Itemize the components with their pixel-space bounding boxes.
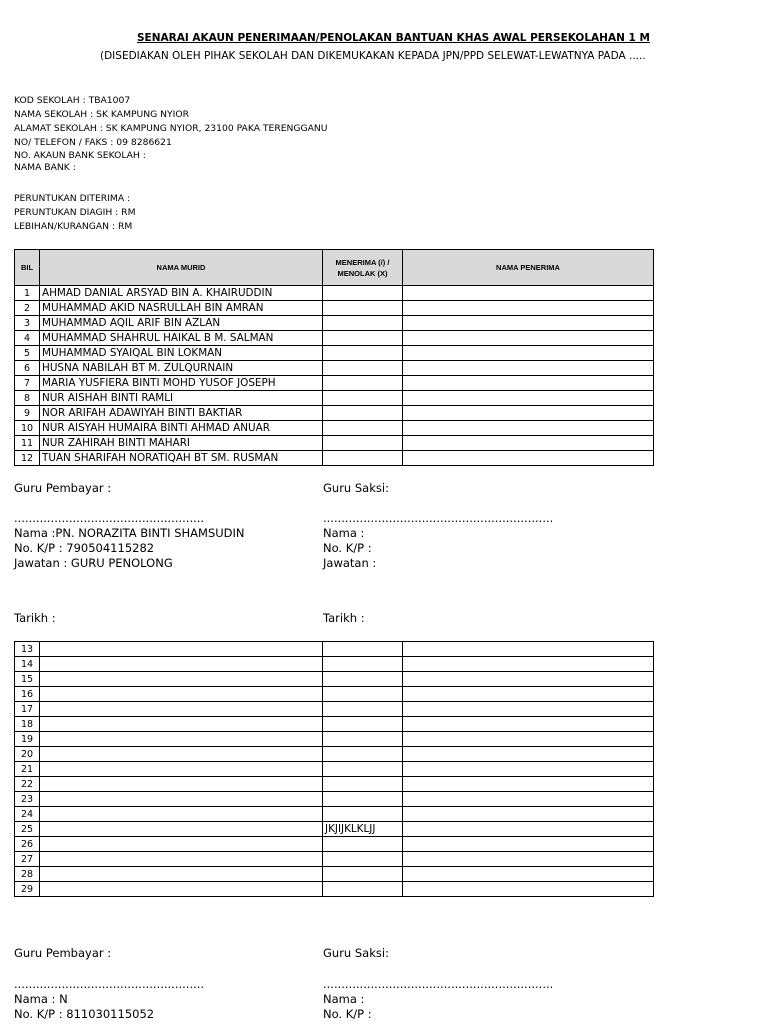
cell-status <box>323 882 403 897</box>
cell-bil: 26 <box>15 837 40 852</box>
witness-signature-block-2 <box>323 946 553 1022</box>
cell-status <box>323 732 403 747</box>
cell-nama-penerima <box>403 852 654 867</box>
witness-signature-line: ............................................................... <box>323 511 554 525</box>
cell-nama-murid: MARIA YUSFIERA BINTI MOHD YUSOF JOSEPH <box>40 376 323 391</box>
table-row <box>15 421 654 436</box>
cell-bil: 5 <box>15 346 40 361</box>
cell-bil: 12 <box>15 451 40 466</box>
payer-date: Tarikh : <box>14 611 56 625</box>
cell-nama-murid <box>40 687 323 702</box>
table-row <box>15 822 654 837</box>
cell-status <box>323 867 403 882</box>
table-row <box>15 316 654 331</box>
cell-nama-murid <box>40 762 323 777</box>
witness-signature-line: ............................................................... <box>323 977 554 991</box>
cell-status <box>323 406 403 421</box>
cell-nama-murid: AHMAD DANIAL ARSYAD BIN A. KHAIRUDDIN <box>40 286 323 301</box>
witness-name: Nama : <box>323 526 365 540</box>
table-row <box>15 436 654 451</box>
cell-nama-penerima <box>403 436 654 451</box>
cell-nama-penerima <box>403 346 654 361</box>
cell-bil: 24 <box>15 807 40 822</box>
cell-nama-penerima <box>403 642 654 657</box>
cell-status <box>323 642 403 657</box>
student-table-1 <box>14 249 654 466</box>
cell-nama-murid <box>40 837 323 852</box>
table-row <box>15 732 654 747</box>
cell-status <box>323 762 403 777</box>
cell-status <box>323 451 403 466</box>
cell-bil: 18 <box>15 717 40 732</box>
school-info <box>14 94 328 174</box>
cell-nama-penerima <box>403 406 654 421</box>
witness-role: Jawatan : <box>323 556 377 570</box>
school-code: KOD SEKOLAH : TBA1007 <box>14 95 131 106</box>
payer-role: Jawatan : GURU PENOLONG <box>14 556 173 570</box>
student-table-2 <box>14 641 654 897</box>
cell-bil: 1 <box>15 286 40 301</box>
cell-bil: 2 <box>15 301 40 316</box>
payer-ic: No. K/P : 811030115052 <box>14 1007 155 1021</box>
school-phone: NO/ TELEFON / FAKS : 09 8286621 <box>14 137 172 148</box>
cell-status <box>323 376 403 391</box>
cell-nama-penerima <box>403 837 654 852</box>
cell-status <box>323 807 403 822</box>
school-address: ALAMAT SEKOLAH : SK KAMPUNG NYIOR, 23100 PAKA TERENGGANU <box>14 123 328 134</box>
cell-status <box>323 657 403 672</box>
cell-bil: 14 <box>15 657 40 672</box>
cell-bil: 19 <box>15 732 40 747</box>
cell-bil: 3 <box>15 316 40 331</box>
cell-nama-murid: MUHAMMAD SYAIQAL BIN LOKMAN <box>40 346 323 361</box>
witness-ic: No. K/P : <box>323 541 372 555</box>
table-row <box>15 867 654 882</box>
cell-nama-murid: NOR ARIFAH ADAWIYAH BINTI BAKTIAR <box>40 406 323 421</box>
cell-bil: 28 <box>15 867 40 882</box>
school-bank-name: NAMA BANK : <box>14 162 76 173</box>
cell-nama-murid <box>40 717 323 732</box>
table-row <box>15 301 654 316</box>
table-row <box>15 687 654 702</box>
table-row <box>15 406 654 421</box>
payer-label: Guru Pembayar : <box>14 481 112 495</box>
cell-status <box>323 747 403 762</box>
payer-signature-line: .................................................... <box>14 511 205 525</box>
cell-nama-penerima <box>403 286 654 301</box>
cell-bil: 16 <box>15 687 40 702</box>
allocation-balance: LEBIHAN/KURANGAN : RM <box>14 221 133 232</box>
table-row <box>15 792 654 807</box>
table-row <box>15 286 654 301</box>
witness-label: Guru Saksi: <box>323 481 389 495</box>
cell-status <box>323 421 403 436</box>
cell-bil: 13 <box>15 642 40 657</box>
table-row <box>15 852 654 867</box>
document-title: SENARAI AKAUN PENERIMAAN/PENOLAKAN BANTUAN KHAS AWAL PERSEKOLAHAN 1 M <box>137 32 650 44</box>
cell-nama-penerima <box>403 822 654 837</box>
table-row <box>15 702 654 717</box>
table-row <box>15 331 654 346</box>
header-nama-murid: NAMA MURID <box>40 250 323 286</box>
table-row <box>15 837 654 852</box>
cell-nama-penerima <box>403 672 654 687</box>
cell-bil: 4 <box>15 331 40 346</box>
cell-status <box>323 792 403 807</box>
cell-nama-penerima <box>403 331 654 346</box>
allocation-info <box>14 192 136 234</box>
cell-nama-murid <box>40 822 323 837</box>
cell-bil: 6 <box>15 361 40 376</box>
cell-bil: 23 <box>15 792 40 807</box>
cell-nama-murid <box>40 792 323 807</box>
payer-signature-block-1 <box>14 481 245 571</box>
cell-bil: 7 <box>15 376 40 391</box>
table-row <box>15 777 654 792</box>
cell-bil: 17 <box>15 702 40 717</box>
cell-nama-murid <box>40 777 323 792</box>
table-row <box>15 642 654 657</box>
cell-nama-penerima <box>403 732 654 747</box>
payer-ic: No. K/P : 790504115282 <box>14 541 155 555</box>
cell-nama-murid <box>40 852 323 867</box>
cell-nama-penerima <box>403 376 654 391</box>
table-row <box>15 451 654 466</box>
cell-nama-penerima <box>403 657 654 672</box>
cell-nama-murid <box>40 807 323 822</box>
header-status-line1: MENERIMA (/) / <box>335 257 390 267</box>
cell-bil: 22 <box>15 777 40 792</box>
table-row <box>15 762 654 777</box>
table-row <box>15 376 654 391</box>
cell-status <box>323 672 403 687</box>
payer-signature-block-2 <box>14 946 204 1022</box>
table-row <box>15 717 654 732</box>
cell-nama-penerima <box>403 451 654 466</box>
cell-nama-murid <box>40 867 323 882</box>
cell-nama-murid: NUR AISYAH HUMAIRA BINTI AHMAD ANUAR <box>40 421 323 436</box>
header-status <box>323 250 403 286</box>
cell-nama-penerima <box>403 717 654 732</box>
school-name: NAMA SEKOLAH : SK KAMPUNG NYIOR <box>14 109 189 120</box>
cell-status <box>323 436 403 451</box>
header-bil: BIL <box>15 250 40 286</box>
cell-nama-murid: HUSNA NABILAH BT M. ZULQURNAIN <box>40 361 323 376</box>
table-header-row <box>15 250 654 286</box>
cell-bil: 10 <box>15 421 40 436</box>
table-row <box>15 361 654 376</box>
cell-nama-penerima <box>403 747 654 762</box>
cell-nama-murid: MUHAMMAD SHAHRUL HAIKAL B M. SALMAN <box>40 331 323 346</box>
cell-status <box>323 391 403 406</box>
cell-nama-murid: TUAN SHARIFAH NORATIQAH BT SM. RUSMAN <box>40 451 323 466</box>
table-row <box>15 346 654 361</box>
payer-label: Guru Pembayar : <box>14 946 112 960</box>
cell-nama-penerima <box>403 702 654 717</box>
witness-name: Nama : <box>323 992 365 1006</box>
cell-bil: 8 <box>15 391 40 406</box>
cell-bil: 11 <box>15 436 40 451</box>
cell-status <box>323 361 403 376</box>
cell-bil: 21 <box>15 762 40 777</box>
cell-bil: 20 <box>15 747 40 762</box>
cell-nama-murid: NUR ZAHIRAH BINTI MAHARI <box>40 436 323 451</box>
cell-status <box>323 837 403 852</box>
cell-status <box>323 346 403 361</box>
cell-status <box>323 852 403 867</box>
header-status-line2: MENOLAK (X) <box>337 268 388 278</box>
cell-nama-penerima <box>403 792 654 807</box>
table-row <box>15 391 654 406</box>
cell-status <box>323 777 403 792</box>
table-row <box>15 807 654 822</box>
cell-status <box>323 702 403 717</box>
witness-ic: No. K/P : <box>323 1007 372 1021</box>
allocation-received: PERUNTUKAN DITERIMA : <box>14 193 131 204</box>
document-subtitle: (DISEDIAKAN OLEH PIHAK SEKOLAH DAN DIKEMUKAKAN KEPADA JPN/PPD SELEWAT-LEWATNYA PADA ..... <box>100 50 646 62</box>
cell-nama-murid: MUHAMMAD AQIL ARIF BIN AZLAN <box>40 316 323 331</box>
table-row <box>15 747 654 762</box>
cell-nama-murid <box>40 747 323 762</box>
table-row <box>15 657 654 672</box>
cell-nama-murid <box>40 732 323 747</box>
cell-status <box>323 286 403 301</box>
cell-bil: 25 <box>15 822 40 837</box>
cell-nama-penerima <box>403 882 654 897</box>
cell-bil: 9 <box>15 406 40 421</box>
allocation-distributed: PERUNTUKAN DIAGIH : RM <box>14 207 136 218</box>
cell-status <box>323 301 403 316</box>
witness-date: Tarikh : <box>323 611 365 625</box>
cell-nama-murid <box>40 882 323 897</box>
cell-nama-penerima <box>403 762 654 777</box>
header-nama-penerima: NAMA PENERIMA <box>403 250 654 286</box>
cell-nama-murid <box>40 657 323 672</box>
cell-nama-penerima <box>403 301 654 316</box>
table-row <box>15 672 654 687</box>
cell-nama-murid: MUHAMMAD AKID NASRULLAH BIN AMRAN <box>40 301 323 316</box>
cell-bil: 27 <box>15 852 40 867</box>
cell-nama-penerima <box>403 316 654 331</box>
cell-nama-penerima <box>403 361 654 376</box>
cell-nama-murid <box>40 642 323 657</box>
cell-status <box>323 316 403 331</box>
cell-status <box>323 687 403 702</box>
cell-nama-penerima <box>403 777 654 792</box>
cell-status: JKJIJKLKLJJ <box>323 822 403 837</box>
cell-status <box>323 717 403 732</box>
payer-name: Nama :PN. NORAZITA BINTI SHAMSUDIN <box>14 526 245 540</box>
cell-nama-murid <box>40 672 323 687</box>
cell-bil: 15 <box>15 672 40 687</box>
witness-signature-block-1 <box>323 481 553 571</box>
cell-nama-penerima <box>403 687 654 702</box>
table-row <box>15 882 654 897</box>
witness-label: Guru Saksi: <box>323 946 389 960</box>
cell-nama-penerima <box>403 807 654 822</box>
cell-nama-penerima <box>403 391 654 406</box>
cell-nama-murid: NUR AISHAH BINTI RAMLI <box>40 391 323 406</box>
payer-name: Nama : N <box>14 992 68 1006</box>
cell-nama-murid <box>40 702 323 717</box>
payer-signature-line: .................................................... <box>14 977 205 991</box>
cell-nama-penerima <box>403 867 654 882</box>
cell-status <box>323 331 403 346</box>
cell-bil: 29 <box>15 882 40 897</box>
cell-nama-penerima <box>403 421 654 436</box>
school-bank-account: NO. AKAUN BANK SEKOLAH : <box>14 150 146 161</box>
